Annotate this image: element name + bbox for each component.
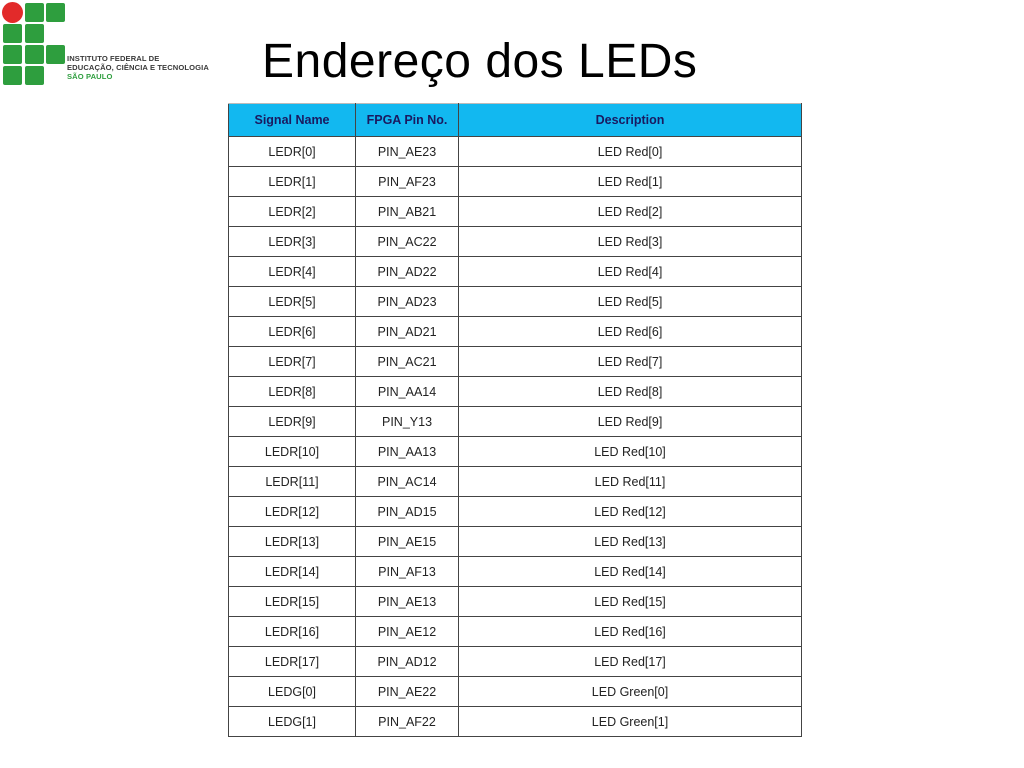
table-row (229, 527, 802, 557)
header-signal-name: Signal Name (229, 104, 356, 137)
table-row (229, 407, 802, 437)
table-row (229, 347, 802, 377)
cell-description: LED Red[6] (459, 317, 802, 347)
page-title: Endereço dos LEDs (262, 35, 698, 88)
table-row (229, 707, 802, 737)
logo-square (25, 3, 44, 22)
cell-description: LED Red[5] (459, 287, 802, 317)
table-row (229, 287, 802, 317)
cell-signal-name: LEDR[7] (229, 347, 356, 377)
cell-signal-name: LEDR[5] (229, 287, 356, 317)
cell-signal-name: LEDR[15] (229, 587, 356, 617)
cell-signal-name: LEDR[1] (229, 167, 356, 197)
cell-signal-name: LEDG[0] (229, 677, 356, 707)
cell-description: LED Red[15] (459, 587, 802, 617)
cell-fpga-pin: PIN_AB21 (356, 197, 459, 227)
cell-fpga-pin: PIN_AA14 (356, 377, 459, 407)
cell-description: LED Green[1] (459, 707, 802, 737)
logo-square (25, 66, 44, 85)
cell-signal-name: LEDR[11] (229, 467, 356, 497)
cell-description: LED Red[12] (459, 497, 802, 527)
cell-fpga-pin: PIN_AD12 (356, 647, 459, 677)
table-body (229, 137, 802, 737)
cell-description: LED Red[16] (459, 617, 802, 647)
table-row (229, 377, 802, 407)
table-row (229, 437, 802, 467)
table-row (229, 497, 802, 527)
logo-square (46, 45, 65, 64)
cell-fpga-pin: PIN_AE22 (356, 677, 459, 707)
cell-fpga-pin: PIN_AC22 (356, 227, 459, 257)
logo-line: SÃO PAULO (67, 72, 113, 81)
cell-fpga-pin: PIN_AC21 (356, 347, 459, 377)
led-pin-table (228, 103, 802, 737)
cell-signal-name: LEDR[14] (229, 557, 356, 587)
cell-signal-name: LEDR[9] (229, 407, 356, 437)
table-row (229, 137, 802, 167)
cell-fpga-pin: PIN_AE15 (356, 527, 459, 557)
logo-square (46, 3, 65, 22)
table-row (229, 587, 802, 617)
logo-square (25, 24, 44, 43)
cell-signal-name: LEDR[16] (229, 617, 356, 647)
cell-description: LED Red[9] (459, 407, 802, 437)
cell-signal-name: LEDR[12] (229, 497, 356, 527)
table-row (229, 227, 802, 257)
logo-square (3, 24, 22, 43)
cell-fpga-pin: PIN_AF13 (356, 557, 459, 587)
logo-square (3, 66, 22, 85)
cell-description: LED Red[1] (459, 167, 802, 197)
cell-description: LED Red[13] (459, 527, 802, 557)
cell-fpga-pin: PIN_AA13 (356, 437, 459, 467)
table-row (229, 467, 802, 497)
logo-square (3, 45, 22, 64)
table-row (229, 557, 802, 587)
table-row (229, 617, 802, 647)
logo-red-dot (2, 2, 23, 23)
cell-description: LED Red[17] (459, 647, 802, 677)
cell-description: LED Green[0] (459, 677, 802, 707)
cell-signal-name: LEDR[13] (229, 527, 356, 557)
cell-description: LED Red[8] (459, 377, 802, 407)
header-description: Description (459, 104, 802, 137)
table-row (229, 677, 802, 707)
table-row (229, 167, 802, 197)
cell-description: LED Red[3] (459, 227, 802, 257)
ifsp-logo (0, 0, 230, 92)
cell-description: LED Red[11] (459, 467, 802, 497)
logo-line: EDUCAÇÃO, CIÊNCIA E TECNOLOGIA (67, 63, 209, 72)
cell-description: LED Red[2] (459, 197, 802, 227)
cell-fpga-pin: PIN_AD21 (356, 317, 459, 347)
table-header-row (229, 104, 802, 137)
cell-signal-name: LEDG[1] (229, 707, 356, 737)
logo-line: INSTITUTO FEDERAL DE (67, 54, 160, 63)
cell-fpga-pin: PIN_AD23 (356, 287, 459, 317)
cell-signal-name: LEDR[17] (229, 647, 356, 677)
cell-fpga-pin: PIN_AE12 (356, 617, 459, 647)
logo-square (25, 45, 44, 64)
cell-description: LED Red[4] (459, 257, 802, 287)
logo-text (67, 54, 209, 81)
cell-signal-name: LEDR[8] (229, 377, 356, 407)
table-row (229, 197, 802, 227)
cell-description: LED Red[0] (459, 137, 802, 167)
cell-fpga-pin: PIN_AC14 (356, 467, 459, 497)
cell-description: LED Red[7] (459, 347, 802, 377)
cell-signal-name: LEDR[6] (229, 317, 356, 347)
led-pin-table-container (228, 103, 802, 737)
cell-fpga-pin: PIN_AF23 (356, 167, 459, 197)
cell-fpga-pin: PIN_AE23 (356, 137, 459, 167)
cell-signal-name: LEDR[10] (229, 437, 356, 467)
table-row (229, 647, 802, 677)
table-row (229, 317, 802, 347)
cell-signal-name: LEDR[3] (229, 227, 356, 257)
cell-signal-name: LEDR[4] (229, 257, 356, 287)
header-fpga-pin: FPGA Pin No. (356, 104, 459, 137)
cell-fpga-pin: PIN_AD15 (356, 497, 459, 527)
cell-signal-name: LEDR[0] (229, 137, 356, 167)
table-row (229, 257, 802, 287)
cell-fpga-pin: PIN_AD22 (356, 257, 459, 287)
cell-fpga-pin: PIN_AF22 (356, 707, 459, 737)
cell-description: LED Red[10] (459, 437, 802, 467)
cell-fpga-pin: PIN_Y13 (356, 407, 459, 437)
cell-fpga-pin: PIN_AE13 (356, 587, 459, 617)
cell-signal-name: LEDR[2] (229, 197, 356, 227)
cell-description: LED Red[14] (459, 557, 802, 587)
